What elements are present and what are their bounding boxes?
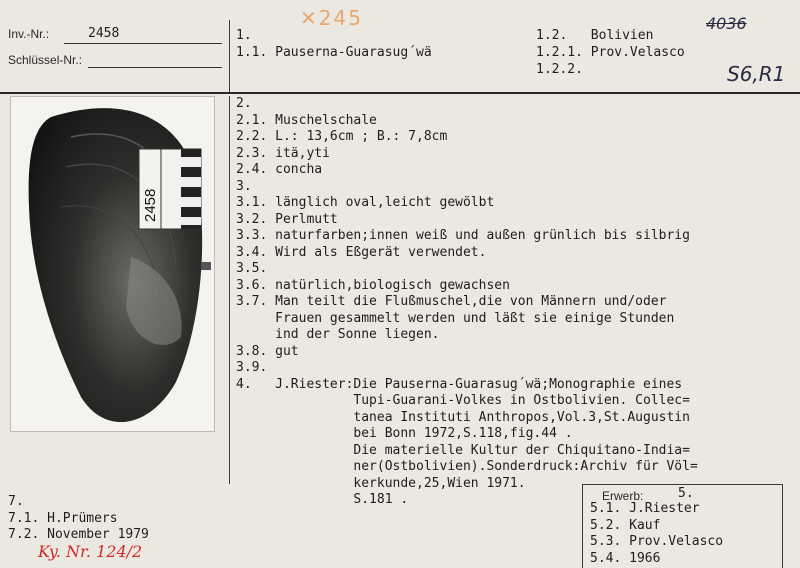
desc-line: Frauen gesammelt werden und läßt sie einige Stunden (236, 310, 675, 326)
shell-photograph (10, 96, 215, 432)
acquisition-line: 5.3. Prov.Velasco (590, 534, 724, 549)
orange-star-mark: ✕ (300, 6, 319, 30)
key-number-label: Schlüssel-Nr.: (8, 53, 83, 67)
acquisition-box-right (782, 484, 783, 568)
acquisition-line: 5.2. Kauf (590, 517, 661, 533)
desc-line: 3.4. Wird als Eßgerät verwendet. (236, 244, 487, 260)
left-column-divider-lower (229, 96, 230, 484)
desc-line: tanea Instituti Anthropos,Vol.3,St.Augustin (236, 409, 690, 425)
inventory-number-label: Inv.-Nr.: (8, 27, 50, 41)
collector-line: 7. (8, 494, 24, 509)
collector-block (8, 494, 149, 544)
desc-line: 3.7. Man teilt die Flußmuschel,die von Männern und/oder (236, 294, 667, 309)
country-line: 1.2. Bolivien (536, 28, 654, 43)
key-number-line (88, 67, 222, 68)
desc-line: 3.6. natürlich,biologisch gewachsen (236, 277, 510, 293)
acquisition-number: 5. (678, 486, 694, 501)
desc-line: 2. (236, 96, 252, 111)
left-column-divider (229, 20, 230, 92)
shell-image (11, 97, 214, 431)
desc-line: 3. (236, 178, 252, 194)
inventory-number-value: 2458 (88, 26, 120, 41)
locality-line: 1.2.2. (536, 62, 583, 77)
desc-line: ner(Ostbolivien).Sonderdruck:Archiv für Völ= (236, 459, 698, 474)
desc-line: Tupi-Guarani-Volkes in Ostbolivien. Collec= (236, 393, 690, 408)
desc-line: 3.1. länglich oval,leicht gewölbt (236, 195, 495, 210)
item-origin-line-1: 1. (236, 28, 252, 43)
desc-line: 3.9. (236, 360, 268, 375)
desc-line: kerkunde,25,Wien 1971. (236, 475, 526, 491)
desc-line: bei Bonn 1972,S.118,fig.44 . (236, 426, 573, 441)
label-card-number: 2458 (142, 188, 159, 222)
item-origin-line-2: 1.1. Pauserna-Guarasug´wä (236, 45, 432, 60)
desc-line: 3.3. naturfarben;innen weiß und außen grünlich bis silbrig (236, 228, 690, 243)
desc-line: 2.4. concha (236, 162, 323, 177)
collector-line: 7.2. November 1979 (8, 527, 149, 542)
acquisition-block (590, 501, 723, 567)
desc-line: 3.2. Perlmutt (236, 211, 338, 227)
desc-line: S.181 . (236, 492, 409, 507)
inventory-number-line (64, 43, 222, 44)
crossed-number-annotation: 4036 (706, 14, 747, 33)
desc-line: Die materielle Kultur der Chiquitano-India= (236, 442, 690, 458)
header-divider (0, 92, 800, 94)
acquisition-line: 5.4. 1966 (590, 550, 661, 566)
collector-line: 7.1. H.Prümers (8, 510, 118, 526)
desc-line: 3.8. gut (236, 343, 299, 359)
desc-line: 4. J.Riester:Die Pauserna-Guarasug´wä;Monographie eines (236, 376, 683, 392)
acquisition-line: 5.1. J.Riester (590, 501, 700, 516)
desc-line: 3.5. (236, 261, 268, 276)
desc-line: 2.1. Muschelschale (236, 112, 377, 128)
orange-number-annotation: ✕245 (300, 6, 363, 30)
description-block (236, 96, 698, 509)
location-code-annotation: S6,R1 (727, 62, 786, 86)
province-line: 1.2.1. Prov.Velasco (536, 45, 685, 60)
desc-line: ind der Sonne liegen. (236, 327, 440, 342)
desc-line: 2.3. itä,yti (236, 145, 330, 161)
desc-line: 2.2. L.: 13,6cm ; B.: 7,8cm (236, 129, 448, 144)
acquisition-label: Erwerb: (602, 489, 644, 503)
red-handwritten-note: Ky. Nr. 124/2 (38, 542, 143, 561)
